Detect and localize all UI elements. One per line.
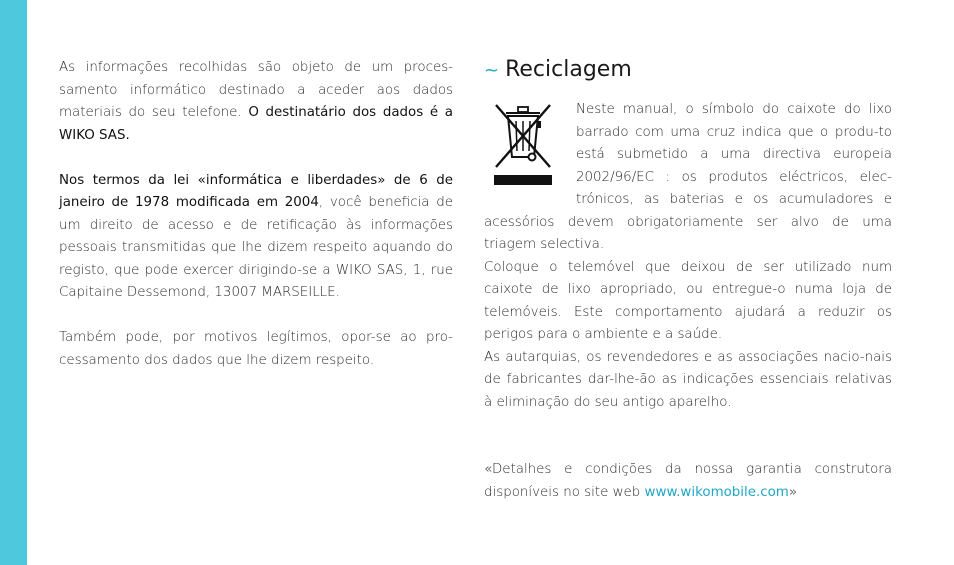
section-title-text: Reciclagem (505, 57, 632, 82)
recycling-paragraph-3: As autarquias, os revendedores e as associações nacio-nais de fabricantes dar-lhe-ão as indicações essenciais relativas à eliminação do seu antigo aparelho. (484, 349, 892, 410)
law-paragraph (59, 170, 453, 305)
side-color-bar (0, 0, 27, 565)
access-rights-text: , você beneficia de um direito de acesso e de retificação às informações pessoais transmitidas que lhe dizem respeito aquando do registo, que pode exercer dirigindo-se a WIKO SAS, 1, rue Capitaine Dessemond, 13007 MARSEILLE. (59, 195, 453, 300)
section-title (484, 56, 892, 85)
recycling-paragraph-2: Coloque o telemóvel que deixou de ser utilizado num caixote de lixo apropriado, ou entregue-o numa loja de telemóveis. Este comportamento ajudará a reduzir os perigos para o ambiente e a saúde. (484, 259, 892, 342)
website-link[interactable]: www.wikomobile.com (644, 484, 789, 500)
recycling-column (484, 56, 892, 504)
data-collection-paragraph (59, 57, 453, 147)
crossed-out-wheelie-bin-icon (484, 99, 564, 197)
law-reference-text: Nos termos da lei «informática e liberdades» de 6 de janeiro de 1978 modificada em 2004 (59, 172, 453, 210)
warranty-text: «Detalhes e condições da nossa garantia construtora disponíveis no site web (484, 462, 892, 500)
opposition-paragraph: Também pode, por motivos legítimos, opor-se ao pro-cessamento dos dados que lhe dizem respeito. (59, 330, 453, 368)
data-recipient-text: O destinatário dos dados é a WIKO SAS. (59, 105, 454, 143)
recycling-paragraph-1: Neste manual, o símbolo do caixote do lixo barrado com uma cruz indica que o produ-to está submetido a uma directiva europeia 2002/96/EC : os produtos eléctricos, elec-trónicos, as baterias e os acumuladores e acessórios devem obrigatoriamente ser alvo de uma triagem selectiva. (484, 102, 892, 252)
data-collection-text: As informações recolhidas são objeto de um proces-samento informático destinado a aceder aos dados materiais do seu telefone. (59, 60, 453, 120)
warranty-closing-quote: » (788, 484, 798, 500)
warranty-paragraph (484, 459, 892, 504)
title-tilde: ~ (484, 60, 500, 81)
privacy-column (59, 57, 453, 372)
